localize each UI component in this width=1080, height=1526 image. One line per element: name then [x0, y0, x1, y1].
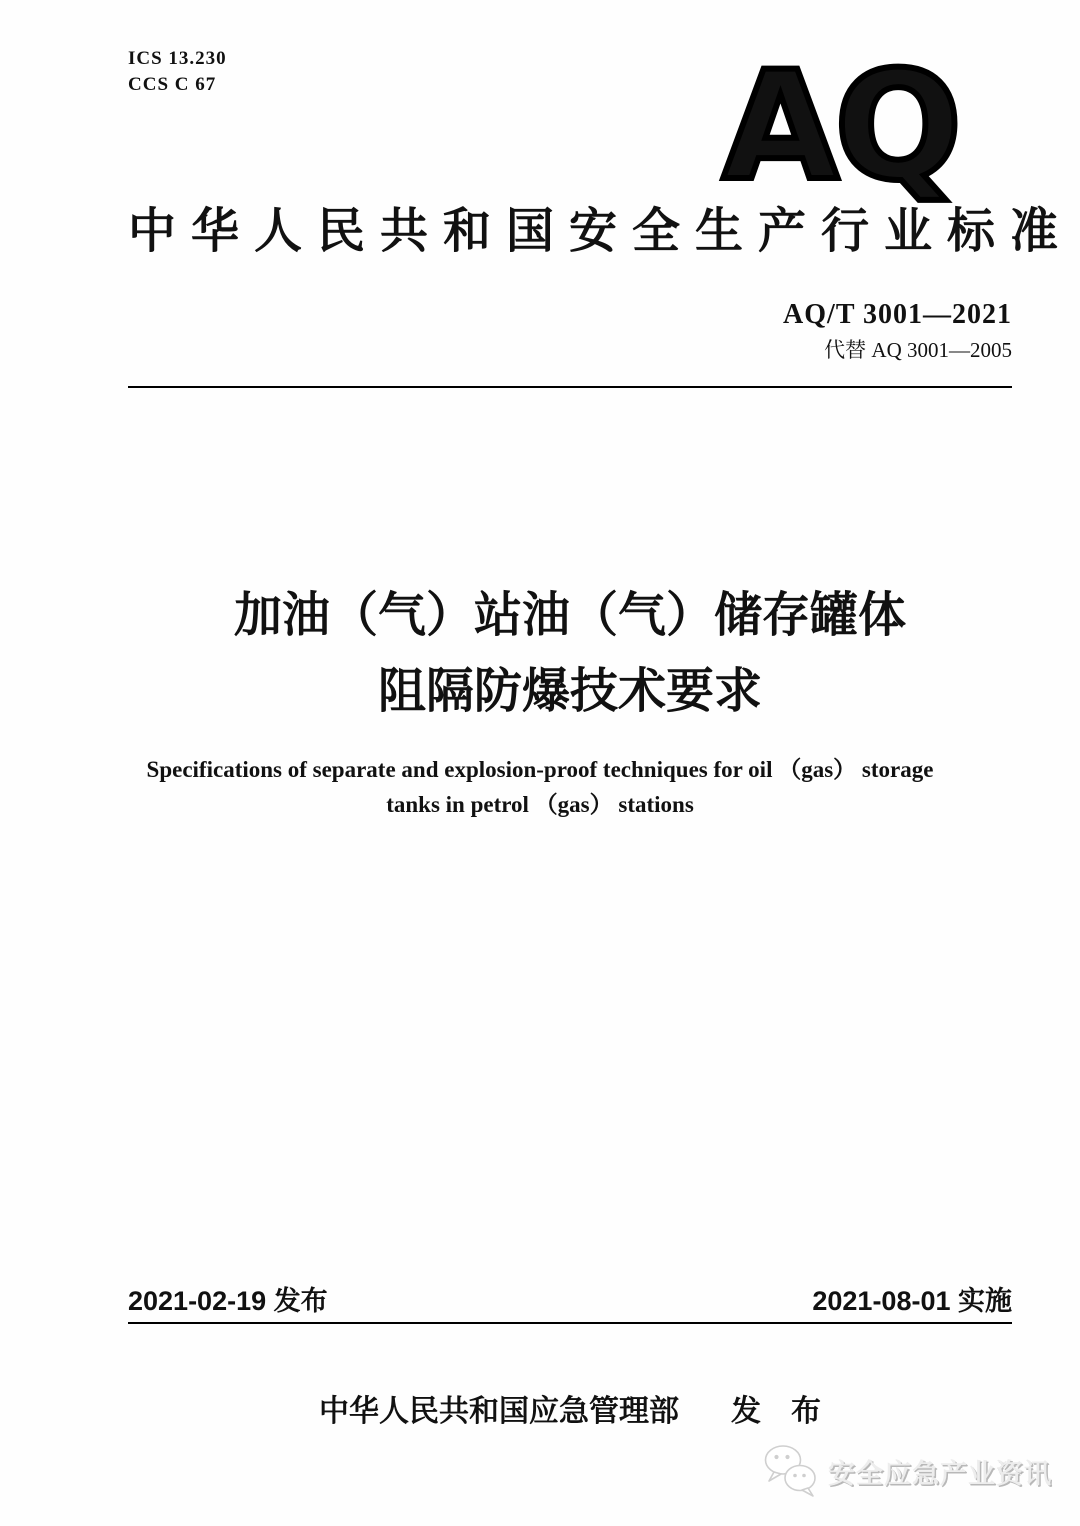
classification-codes — [128, 46, 227, 98]
dates-row — [128, 1286, 1012, 1316]
standard-category-title: 中华人民共和国安全生产行业标准 — [128, 205, 1074, 258]
standard-number: AQ/T 3001—2021 — [783, 299, 1012, 330]
ccs-code: CCS C 67 — [128, 74, 217, 95]
title-cn-line1: 加油（气）站油（气）储存罐体 — [233, 589, 906, 642]
publisher-action: 发 布 — [731, 1395, 821, 1428]
title-en-line2: tanks in petrol （gas） stations — [386, 792, 694, 817]
aq-logo: AQ — [722, 40, 958, 214]
footer-divider-line — [128, 1322, 1012, 1324]
replaces-note: 代替 AQ 3001—2005 — [824, 338, 1012, 362]
implementation-date: 2021-08-01 实施 — [812, 1286, 1012, 1316]
wechat-icon — [762, 1444, 820, 1498]
document-title-cn — [128, 578, 1012, 730]
publisher-row — [128, 1392, 1012, 1432]
watermark — [762, 1444, 1052, 1498]
watermark-label: 安全应急产业资讯 — [828, 1458, 1052, 1489]
header-divider-line — [128, 386, 1012, 388]
ics-code: ICS 13.230 — [128, 48, 227, 69]
title-cn-line2: 阻隔防爆技术要求 — [377, 665, 762, 718]
issue-date: 2021-02-19 发布 — [128, 1286, 328, 1316]
publisher-organization: 中华人民共和国应急管理部 — [319, 1395, 679, 1428]
title-en-line1: Specifications of separate and explosion-proof techniques for oil （gas） storage — [146, 757, 934, 782]
document-title-en — [60, 752, 1020, 822]
